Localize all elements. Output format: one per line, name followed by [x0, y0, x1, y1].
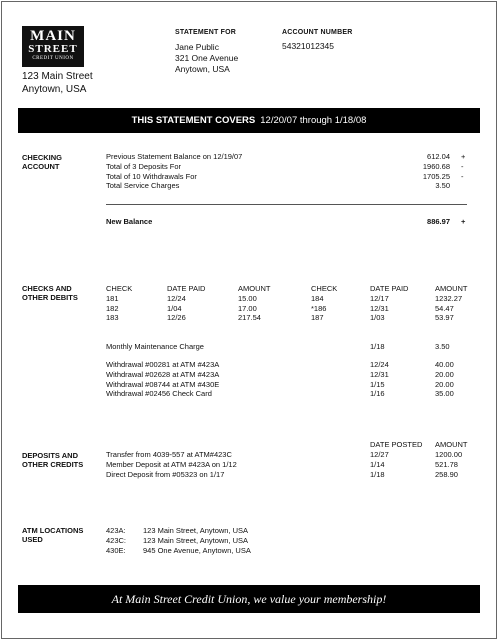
checking-row-label: Total of 10 Withdrawals For — [106, 171, 197, 181]
checking-labels — [106, 152, 306, 191]
checks-header: AMOUNT — [238, 284, 271, 293]
deposit-label: Direct Deposit from #05323 on 1/17 — [106, 469, 225, 479]
account-number — [282, 29, 352, 52]
checks-header: DATE PAID — [167, 284, 206, 293]
checking-row-sign: + — [461, 152, 466, 161]
deposit-amount: 521.78 — [435, 459, 458, 469]
deposits-title-line2: OTHER CREDITS — [22, 460, 84, 469]
atm-codes — [106, 526, 126, 555]
check-amount: 15.00 — [238, 293, 257, 303]
checks-title-line2: OTHER DEBITS — [22, 293, 78, 302]
new-balance-amount: 886.97 — [427, 217, 450, 226]
checking-section-title — [22, 153, 62, 171]
withdrawal-amounts — [435, 360, 454, 399]
statement-covers-band — [18, 108, 480, 133]
withdrawal-amount: 35.00 — [435, 389, 454, 399]
check-number: 183 — [106, 313, 119, 323]
maintenance-label: Monthly Maintenance Charge — [106, 342, 204, 351]
withdrawal-date: 12/31 — [370, 369, 389, 379]
statement-for — [175, 29, 238, 75]
statement-covers-label: THIS STATEMENT COVERS — [131, 115, 256, 126]
check-amount: 54.47 — [435, 303, 454, 313]
checks-col-amount2 — [435, 284, 468, 323]
checks-header: DATE PAID — [370, 284, 409, 293]
checking-amounts — [400, 152, 450, 191]
atm-code: 430E: — [106, 545, 126, 555]
atm-addresses — [143, 526, 251, 555]
withdrawal-date: 12/24 — [370, 360, 389, 369]
check-amount: 217.54 — [238, 313, 261, 323]
deposits-title-line1: DEPOSITS AND — [22, 451, 78, 460]
bank-logo — [22, 26, 84, 67]
account-number-label: ACCOUNT NUMBER — [282, 29, 353, 36]
customer-street: 321 One Avenue — [175, 53, 239, 63]
bank-address — [22, 70, 93, 96]
checking-row-amount: 3.50 — [435, 181, 450, 191]
withdrawal-amount: 20.00 — [435, 369, 454, 379]
customer-city: Anytown, USA — [175, 64, 230, 74]
checks-col-amount1 — [238, 284, 271, 323]
new-balance-label: New Balance — [106, 217, 153, 226]
check-number: 182 — [106, 303, 119, 313]
atm-code: 423C: — [106, 535, 127, 545]
deposit-amount: 258.90 — [435, 469, 458, 479]
check-number: 184 — [311, 293, 324, 303]
deposit-label: Member Deposit at ATM #423A on 1/12 — [106, 459, 237, 469]
deposits-header-date: DATE POSTED — [370, 440, 423, 449]
checking-row-label: Total Service Charges — [106, 181, 180, 191]
check-number: 181 — [106, 293, 119, 303]
atm-address: 123 Main Street, Anytown, USA — [143, 526, 249, 535]
withdrawal-amount: 20.00 — [435, 379, 454, 389]
checks-col-check1 — [106, 284, 132, 323]
deposits-section-title — [22, 451, 83, 469]
checking-row-amount: 1960.68 — [422, 161, 450, 171]
check-number: 187 — [311, 313, 324, 323]
deposits-header-amount: AMOUNT — [435, 440, 468, 449]
checks-section-title — [22, 284, 78, 302]
balance-divider — [106, 204, 467, 205]
checking-row-label: Previous Statement Balance on 12/19/07 — [106, 152, 243, 161]
atm-section-title — [22, 526, 83, 544]
checking-title-line2: ACCOUNT — [22, 162, 60, 171]
checks-header: CHECK — [311, 284, 338, 293]
logo-line3: CREDIT UNION — [32, 56, 74, 61]
check-amount: 1232.27 — [435, 293, 463, 303]
checks-title-line1: CHECKS AND — [22, 284, 72, 293]
bank-address-line2: Anytown, USA — [22, 84, 87, 95]
deposit-date: 12/27 — [370, 450, 389, 459]
checks-col-check2 — [311, 284, 337, 323]
logo-line1: MAIN — [30, 28, 76, 44]
check-date: 12/26 — [167, 313, 186, 323]
customer-name: Jane Public — [175, 42, 219, 52]
atm-address: 945 One Avenue, Anytown, USA — [143, 545, 251, 555]
checking-row-label: Total of 3 Deposits For — [106, 161, 182, 171]
withdrawal-label: Withdrawal #00281 at ATM #423A — [106, 360, 220, 369]
withdrawal-label: Withdrawal #02628 at ATM #423A — [106, 369, 220, 379]
check-amount: 53.97 — [435, 313, 454, 323]
deposit-date: 1/14 — [370, 459, 385, 469]
atm-title-line1: ATM LOCATIONS — [22, 526, 84, 535]
withdrawal-label: Withdrawal #02456 Check Card — [106, 389, 212, 399]
withdrawal-labels — [106, 360, 219, 399]
account-number-value: 54321012345 — [282, 41, 335, 51]
checking-signs — [461, 152, 471, 181]
logo-line2: STREET — [28, 43, 78, 55]
withdrawal-amount: 40.00 — [435, 360, 454, 369]
withdrawal-label: Withdrawal #08744 at ATM #430E — [106, 379, 220, 389]
checks-header: AMOUNT — [435, 284, 468, 293]
checks-header: CHECK — [106, 284, 133, 293]
atm-code: 423A: — [106, 526, 126, 535]
check-number: *186 — [311, 303, 327, 313]
checking-row-amount: 612.04 — [427, 152, 450, 161]
check-date: 12/17 — [370, 293, 389, 303]
footer-band — [18, 585, 480, 613]
atm-address: 123 Main Street, Anytown, USA — [143, 535, 249, 545]
checks-col-date2 — [370, 284, 408, 323]
statement-covers-range: 12/20/07 through 1/18/08 — [260, 115, 367, 126]
footer-message: At Main Street Credit Union, we value your membership! — [111, 591, 387, 606]
deposit-amounts — [435, 450, 462, 479]
deposit-amount: 1200.00 — [435, 450, 463, 459]
checking-row-sign: - — [461, 161, 464, 171]
check-date: 1/03 — [370, 313, 385, 323]
statement-for-label: STATEMENT FOR — [175, 29, 237, 36]
checking-title-line1: CHECKING — [22, 153, 63, 162]
maintenance-amount: 3.50 — [435, 342, 450, 351]
checking-row-amount: 1705.25 — [422, 171, 450, 181]
checks-col-date1 — [167, 284, 205, 323]
withdrawal-date: 1/16 — [370, 389, 385, 399]
check-amount: 17.00 — [238, 303, 257, 313]
deposit-dates — [370, 450, 389, 479]
check-date: 12/24 — [167, 293, 186, 303]
maintenance-date: 1/18 — [370, 342, 385, 351]
atm-title-line2: USED — [22, 535, 43, 544]
check-date: 12/31 — [370, 303, 389, 313]
new-balance-sign: + — [461, 217, 466, 226]
bank-address-line1: 123 Main Street — [22, 71, 93, 82]
deposit-label: Transfer from 4039-557 at ATM#423C — [106, 450, 232, 459]
withdrawal-dates — [370, 360, 389, 399]
deposit-date: 1/18 — [370, 469, 385, 479]
check-date: 1/04 — [167, 303, 182, 313]
withdrawal-date: 1/15 — [370, 379, 385, 389]
checking-row-sign: - — [461, 171, 464, 181]
deposit-labels — [106, 450, 237, 479]
